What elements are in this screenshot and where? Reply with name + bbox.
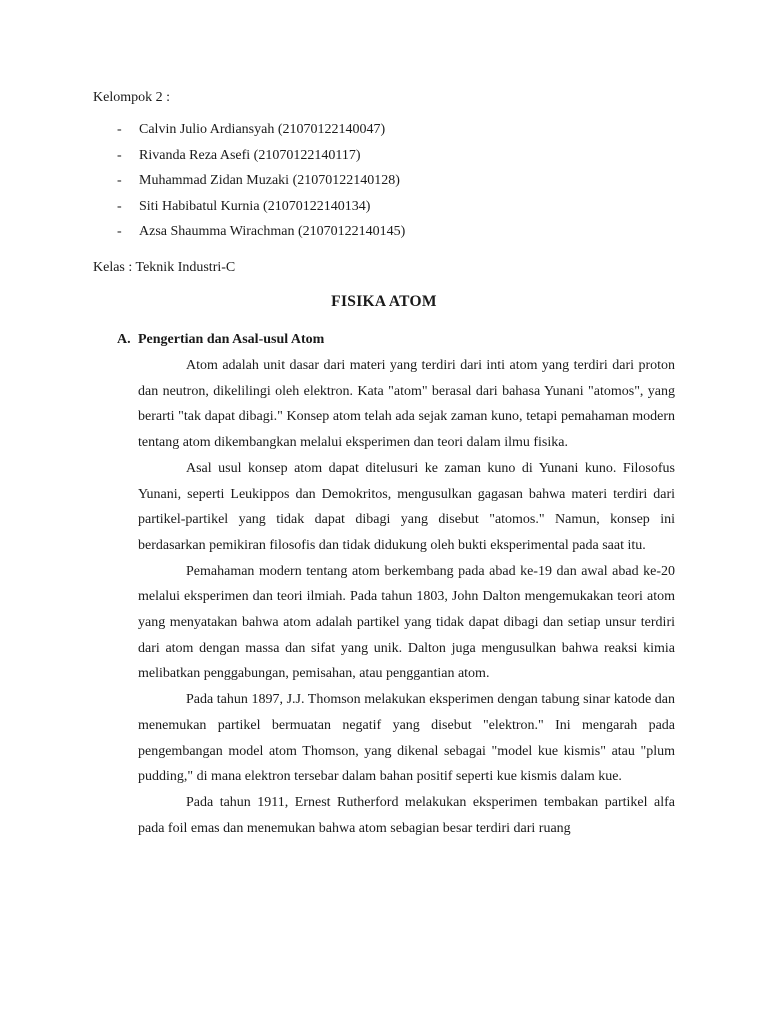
section-body	[138, 353, 675, 841]
body-paragraph: Asal usul konsep atom dapat ditelusuri ke zaman kuno di Yunani kuno. Filosofus Yunani, seperti Leukippos dan Demokritos, mengusulkan gagasan bahwa materi terdiri dari partikel-partikel yang tidak dapat dibagi yang disebut "atomos." Namun, konsep ini berdasarkan pemikiran filosofis dan tidak didukung oleh bukti eksperimental pada saat itu.	[138, 460, 675, 553]
body-paragraph: Pemahaman modern tentang atom berkembang pada abad ke-19 dan awal abad ke-20 melalui eksperimen dan teori ilmiah. Pada tahun 1803, John Dalton mengemukakan teori atom yang menyatakan bahwa atom adalah partikel yang tidak dapat dibagi dan setiap unsur terdiri dari atom dengan massa dan sifat yang unik. Dalton juga mengusulkan bahwa reaksi kimia melibatkan penggabungan, pemisahan, atau penggantian atom.	[138, 563, 675, 682]
body-paragraph: Atom adalah unit dasar dari materi yang terdiri dari inti atom yang terdiri dari proton dan neutron, dikelilingi oleh elektron. Kata "atom" berasal dari bahasa Yunani "atomos", yang berarti "tak dapat dibagi." Konsep atom telah ada sejak zaman kuno, tetapi pemahaman modern tentang atom dikembangkan melalui eksperimen dan teori dalam ilmu fisika.	[138, 358, 675, 451]
class-line: Kelas : Teknik Industri-C	[93, 260, 236, 275]
section-letter: A.	[117, 332, 131, 347]
section-heading	[117, 330, 324, 350]
member-item	[117, 197, 405, 223]
list-dash: -	[117, 147, 122, 163]
document-title: FISIKA ATOM	[331, 293, 437, 310]
section-heading-text: Pengertian dan Asal-usul Atom	[138, 332, 325, 347]
member-text: Rivanda Reza Asefi (21070122140117)	[139, 147, 361, 163]
body-paragraph: Pada tahun 1897, J.J. Thomson melakukan eksperimen dengan tabung sinar katode dan menemukan partikel bermuatan negatif yang disebut "elektron." Ini mengarah pada pengembangan model atom Thomson, yang dikenal sebagai "model kue kismis" atau "plum pudding," di mana elektron tersebar dalam bahan positif seperti kue kismis dalam kue.	[138, 692, 675, 785]
member-text: Siti Habibatul Kurnia (21070122140134)	[139, 198, 371, 214]
member-text: Calvin Julio Ardiansyah (21070122140047)	[139, 122, 386, 137]
member-item	[117, 146, 405, 172]
member-text: Muhammad Zidan Muzaki (21070122140128)	[139, 173, 400, 188]
list-dash: -	[117, 198, 122, 214]
member-text: Azsa Shaumma Wirachman (21070122140145)	[139, 224, 406, 239]
list-dash: -	[117, 173, 122, 188]
member-item	[117, 120, 405, 146]
member-list	[117, 120, 405, 248]
body-paragraph: Pada tahun 1911, Ernest Rutherford melakukan eksperimen tembakan partikel alfa pada foil emas dan menemukan bahwa atom sebagian besar terdiri dari ruang	[138, 794, 675, 836]
list-dash: -	[117, 224, 122, 239]
group-label: Kelompok 2 :	[93, 90, 170, 105]
member-item	[117, 171, 405, 197]
list-dash: -	[117, 122, 122, 137]
member-item	[117, 222, 405, 248]
